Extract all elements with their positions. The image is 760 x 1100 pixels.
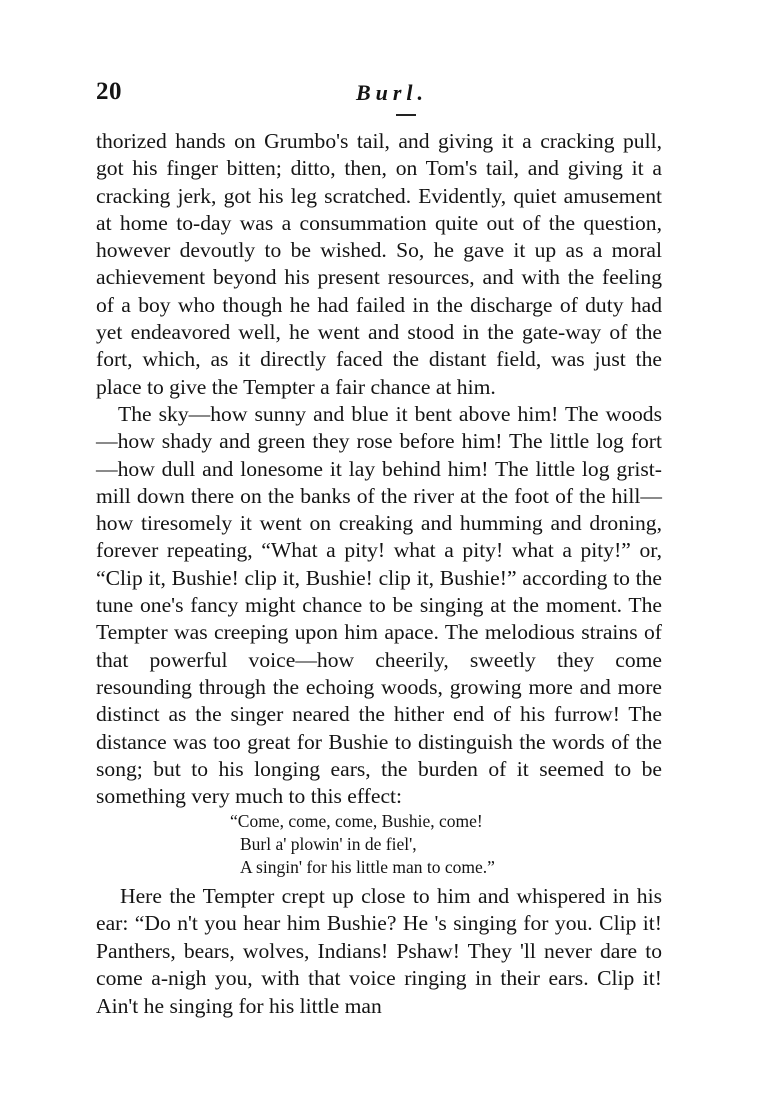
body-text	[96, 128, 662, 810]
verse-line: “Come, come, come, Bushie, come!	[230, 811, 483, 831]
paragraph: Here the Tempter crept up close to him and whispered in his ear: “Do n't you hear him Bushie? He 's singing for you. Clip it! Panthers, bears, wolves, Indians! Pshaw! They 'll never dare to come a-nigh you, with that voice ringing in their ears. Clip it! Ain't he singing for his little man	[96, 884, 662, 1018]
page-number: 20	[96, 78, 122, 105]
running-head: Burl.	[355, 80, 429, 105]
song-verse	[230, 810, 650, 879]
verse-line: Burl a' plowin' in de fiel',	[240, 834, 417, 854]
paragraph-continued: thorized hands on Grumbo's tail, and giving it a cracking pull, got his finger bitten; ditto, then, on Tom's tail, and giving it a cracking jerk, got his leg scratched. Evidently, quiet amusement at home to-day was a consummation quite out of the question, however devoutly to be wished. So, he gave it up as a moral achievement beyond his present resources, and with the feeling of a boy who though he had failed in the discharge of duty had yet endeavored well, he went and stood in the gate-way of the fort, which, as it directly faced the distant field, was just the place to give the Tempter a fair chance at him.	[96, 129, 662, 399]
paragraph: The sky—how sunny and blue it bent above him! The woods—how shady and green they rose before him! The little log fort—how dull and lonesome it lay behind him! The little log grist-mill down there on the banks of the river at the foot of the hill—how tiresomely it went on creaking and humming and droning, forever repeating, “What a pity! what a pity! what a pity!” or, “Clip it, Bushie! clip it, Bushie! clip it, Bushie!” according to the tune one's fancy might chance to be singing at the moment. The Tempter was creeping upon him apace. The melodious strains of that powerful voice—how cheerily, sweetly they come resounding through the echoing woods, growing more and more distinct as the singer neared the hither end of his furrow! The distance was too great for Bushie to distinguish the words of the song; but to his longing ears, the burden of it seemed to be something very much to this effect:	[96, 401, 662, 809]
header-rule	[396, 114, 416, 116]
verse-line: A singin' for his little man to come.”	[240, 857, 495, 877]
page-header	[96, 78, 662, 118]
body-text-continued	[96, 883, 662, 1020]
